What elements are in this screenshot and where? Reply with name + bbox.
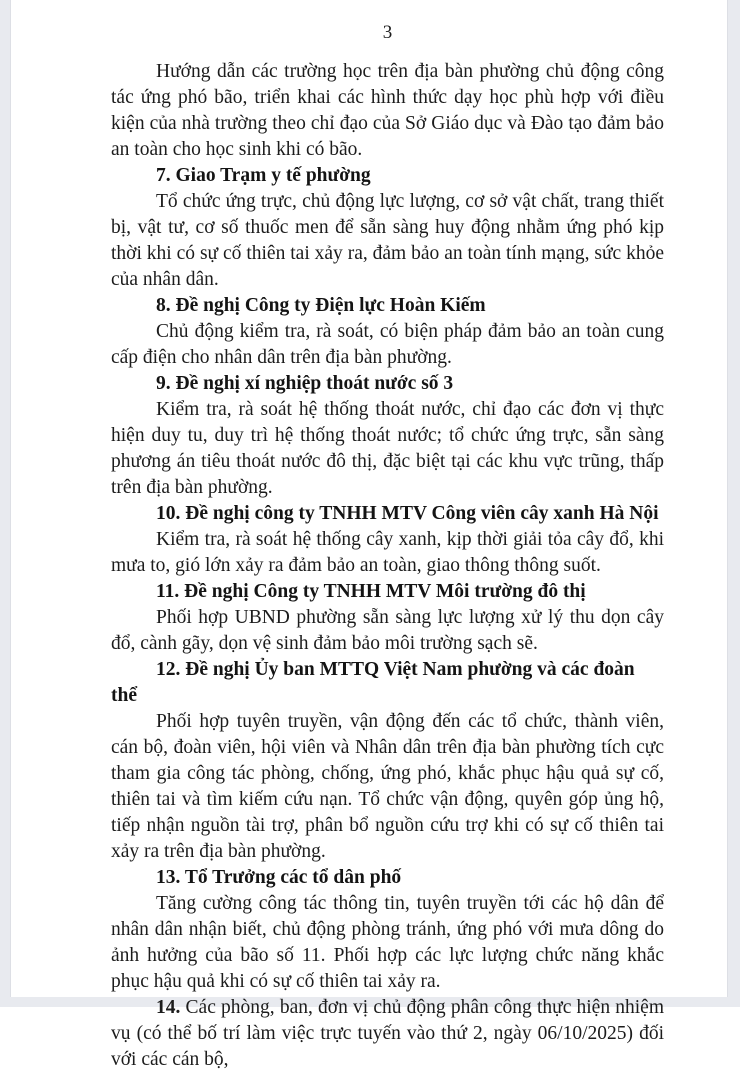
heading-section-8-electricity-company: 8. Đề nghị Công ty Điện lực Hoàn Kiếm (156, 295, 486, 316)
heading-section-9-drainage-enterprise: 9. Đề nghị xí nghiệp thoát nước số 3 (156, 373, 454, 394)
paragraph-drainage-duties: Kiểm tra, rà soát hệ thống thoát nước, chỉ đạo các đơn vị thực hiện duy tu, duy trì hệ thống thoát nước; tổ chức ứng trực, sẵn sàng phương án tiêu thoát nước đô thị, đặc biệt tại các khu vực trũng, thấp trên địa bàn phường. (111, 399, 664, 498)
document-page (10, 0, 728, 1070)
paragraph-fatherland-front-duties: Phối hợp tuyên truyền, vận động đến các tổ chức, thành viên, cán bộ, đoàn viên, hội viên và Nhân dân trên địa bàn phường tích cực tham gia công tác phòng, chống, ứng phó, khắc phục hậu quả sự cố, thiên tai và tìm kiếm cứu nạn. Tổ chức vận động, quyên góp ủng hộ, tiếp nhận nguồn tài trợ, phân bổ nguồn cứu trợ khi có sự cố thiên tai xảy ra trên địa bàn phường. (111, 711, 664, 862)
paragraph-trees-duties: Kiểm tra, rà soát hệ thống cây xanh, kịp thời giải tỏa cây đổ, khi mưa to, gió lớn xảy ra đảm bảo an toàn, giao thông thông suốt. (111, 529, 664, 576)
paragraph-section-14-departments (111, 995, 664, 1073)
paragraph-residential-group-duties: Tăng cường công tác thông tin, tuyên truyền tới các hộ dân để nhân dân nhận biết, chủ động phòng tránh, ứng phó với mưa dông do ảnh hưởng của bão số 11. Phối hợp các lực lượng chức năng khắc phục hậu quả khi có sự cố thiên tai xảy ra. (111, 893, 664, 992)
section-14-text: Các phòng, ban, đơn vị chủ động phân công thực hiện nhiệm vụ (có thể bố trí làm việc trực tuyến vào thứ 2, ngày 06/10/2025) đối với các cán bộ, (111, 997, 664, 1070)
paragraph-environment-duties: Phối hợp UBND phường sẵn sàng lực lượng xử lý thu dọn cây đổ, cành gãy, dọn vệ sinh đảm bảo môi trường sạch sẽ. (111, 607, 664, 654)
page-number: 3 (382, 22, 393, 43)
paragraph-health-station-duties: Tổ chức ứng trực, chủ động lực lượng, cơ sở vật chất, trang thiết bị, vật tư, cơ số thuốc men để sẵn sàng huy động nhằm ứng phó kịp thời khi có sự cố thiên tai xảy ra, đảm bảo an toàn tính mạng, sức khỏe của nhân dân. (111, 191, 664, 290)
heading-section-7-health-station: 7. Giao Trạm y tế phường (156, 165, 371, 186)
heading-section-10-parks-trees-company: 10. Đề nghị công ty TNHH MTV Công viên cây xanh Hà Nội (156, 503, 659, 524)
paragraph-electricity-duties: Chủ động kiểm tra, rà soát, có biện pháp đảm bảo an toàn cung cấp điện cho nhân dân trên địa bàn phường. (111, 321, 664, 368)
page-content (11, 0, 727, 1073)
heading-section-12-fatherland-front: 12. Đề nghị Ủy ban MTTQ Việt Nam phường và các đoàn thể (111, 659, 635, 706)
heading-section-13-residential-group-leaders: 13. Tổ Trưởng các tổ dân phố (156, 867, 402, 888)
section-14-number: 14. (156, 997, 181, 1018)
heading-section-11-urban-environment-company: 11. Đề nghị Công ty TNHH MTV Môi trường đô thị (156, 581, 586, 602)
paragraph-schools-guidance: Hướng dẫn các trường học trên địa bàn phường chủ động công tác ứng phó bão, triển khai các hình thức dạy học phù hợp với điều kiện của nhà trường theo chỉ đạo của Sở Giáo dục và Đào tạo đảm bảo an toàn cho học sinh khi có bão. (111, 61, 664, 160)
